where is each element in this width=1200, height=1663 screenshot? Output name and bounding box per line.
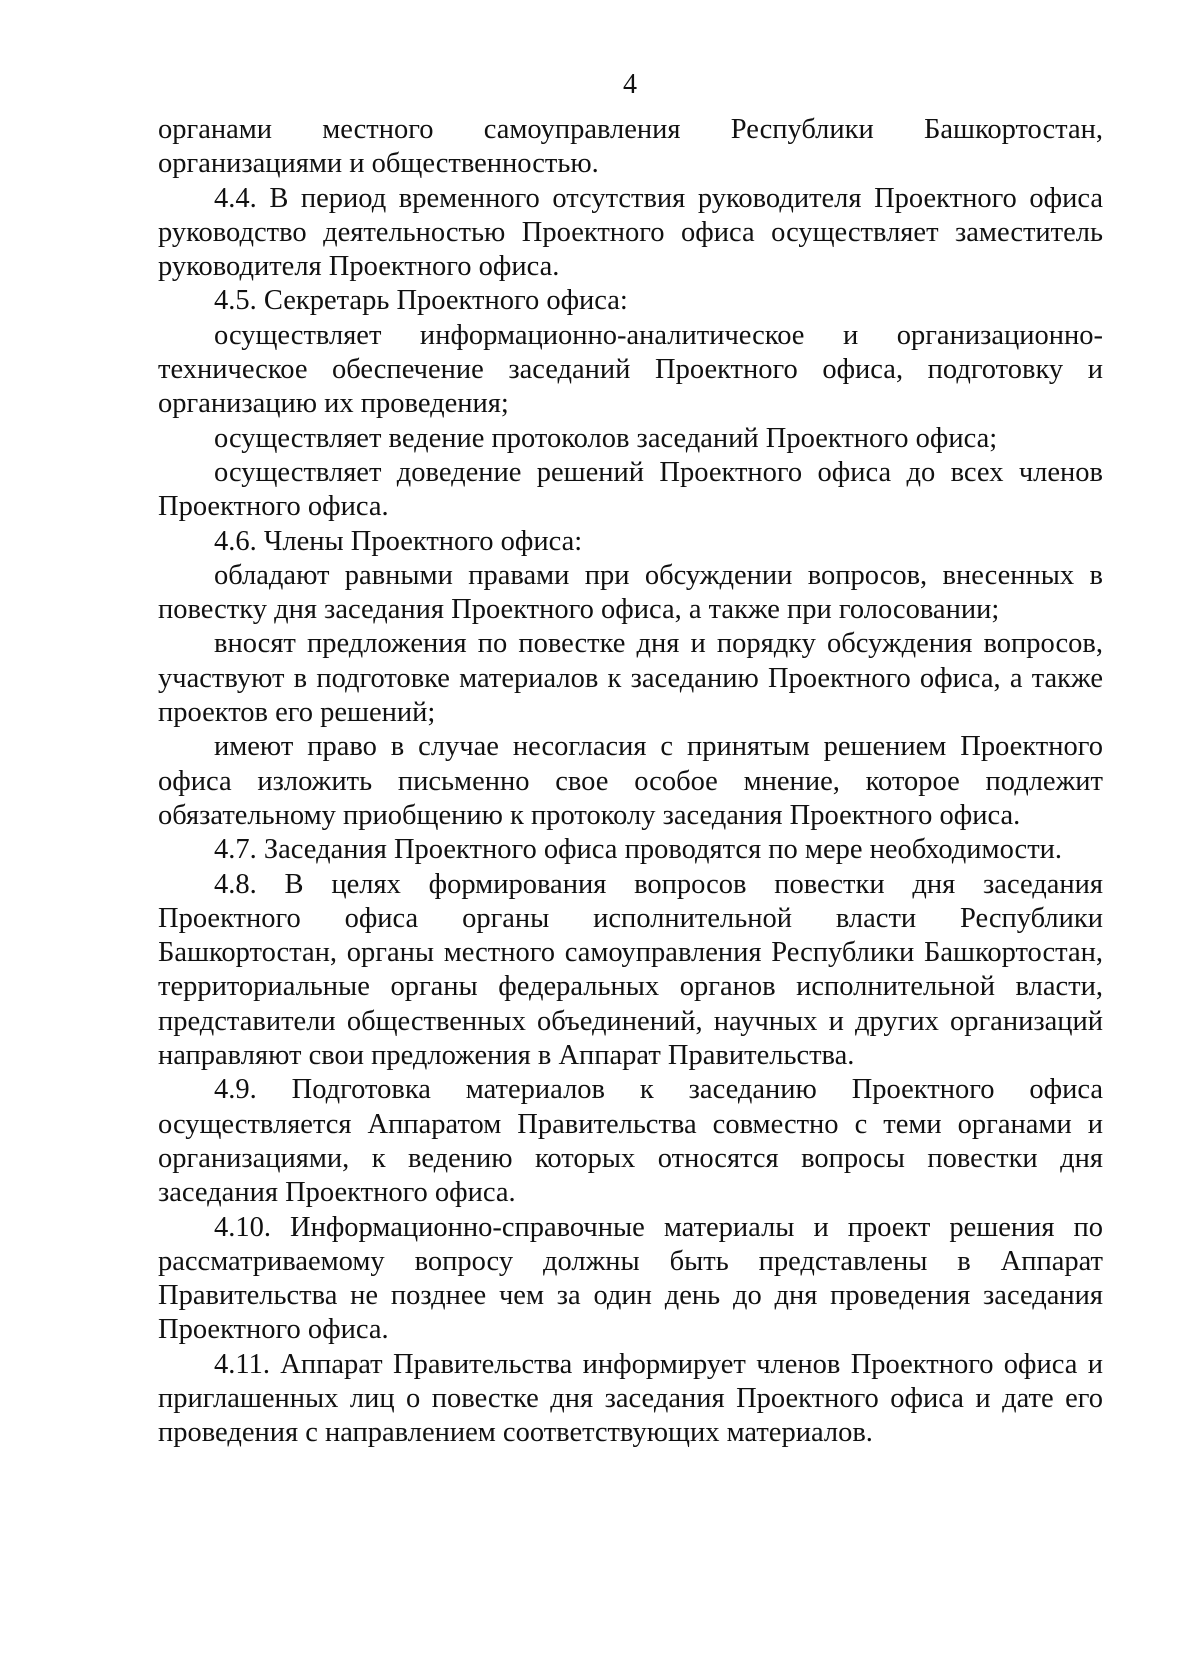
paragraph-4-5-item-2: осуществляет ведение протоколов заседаний Проектного офиса;	[214, 422, 998, 454]
paragraph-4-5-heading: 4.5. Секретарь Проектного офиса:	[214, 285, 628, 317]
page-number: 4	[623, 69, 637, 100]
paragraph-4-8: 4.8. В целях формирования вопросов повестки дня заседания Проектного офиса органы исполнительной власти Республики Башкортостан, органы местного самоуправления Республики Башкортостан, территориальные органы федеральных органов исполнительной власти, представители общественных объединений, научных и других организаций направляют свои предложения в Аппарат Правительства.	[158, 868, 1103, 1072]
document-body	[158, 113, 1103, 1451]
paragraph-4-10: 4.10. Информационно-справочные материалы и проект решения по рассматриваемому вопросу должны быть представлены в Аппарат Правительства не позднее чем за один день до дня проведения заседания Проектного офиса.	[158, 1211, 1103, 1346]
paragraph-4-6-heading: 4.6. Члены Проектного офиса:	[214, 525, 583, 557]
paragraph-4-5-item-3: осуществляет доведение решений Проектного офиса до всех членов Проектного офиса.	[158, 456, 1103, 523]
paragraph-4-7: 4.7. Заседания Проектного офиса проводятся по мере необходимости.	[214, 834, 1063, 866]
paragraph-4-6-item-1: обладают равными правами при обсуждении вопросов, внесенных в повестку дня заседания Проектного офиса, а также при голосовании;	[158, 559, 1103, 626]
paragraph-continuation: органами местного самоуправления Республики Башкортостан, организациями и общественностью.	[158, 114, 1103, 180]
paragraph-4-4: 4.4. В период временного отсутствия руководителя Проектного офиса руководство деятельностью Проектного офиса осуществляет заместитель руководителя Проектного офиса.	[158, 182, 1103, 283]
paragraph-4-5-item-1: осуществляет информационно-аналитическое и организационно-техническое обеспечение заседаний Проектного офиса, подготовку и организацию их проведения;	[158, 319, 1103, 420]
paragraph-4-6-item-2: вносят предложения по повестке дня и порядку обсуждения вопросов, участвуют в подготовке материалов к заседанию Проектного офиса, а также проектов его решений;	[158, 628, 1103, 729]
paragraph-4-9: 4.9. Подготовка материалов к заседанию Проектного офиса осуществляется Аппаратом Правительства совместно с теми органами и организациями, к ведению которых относятся вопросы повестки дня заседания Проектного офиса.	[158, 1074, 1103, 1209]
paragraph-4-6-item-3: имеют право в случае несогласия с принятым решением Проектного офиса изложить письменно свое особое мнение, которое подлежит обязательному приобщению к протоколу заседания Проектного офиса.	[158, 731, 1103, 831]
paragraph-4-11: 4.11. Аппарат Правительства информирует членов Проектного офиса и приглашенных лиц о повестке дня заседания Проектного офиса и дате его проведения с направлением соответствующих материалов.	[158, 1348, 1103, 1449]
